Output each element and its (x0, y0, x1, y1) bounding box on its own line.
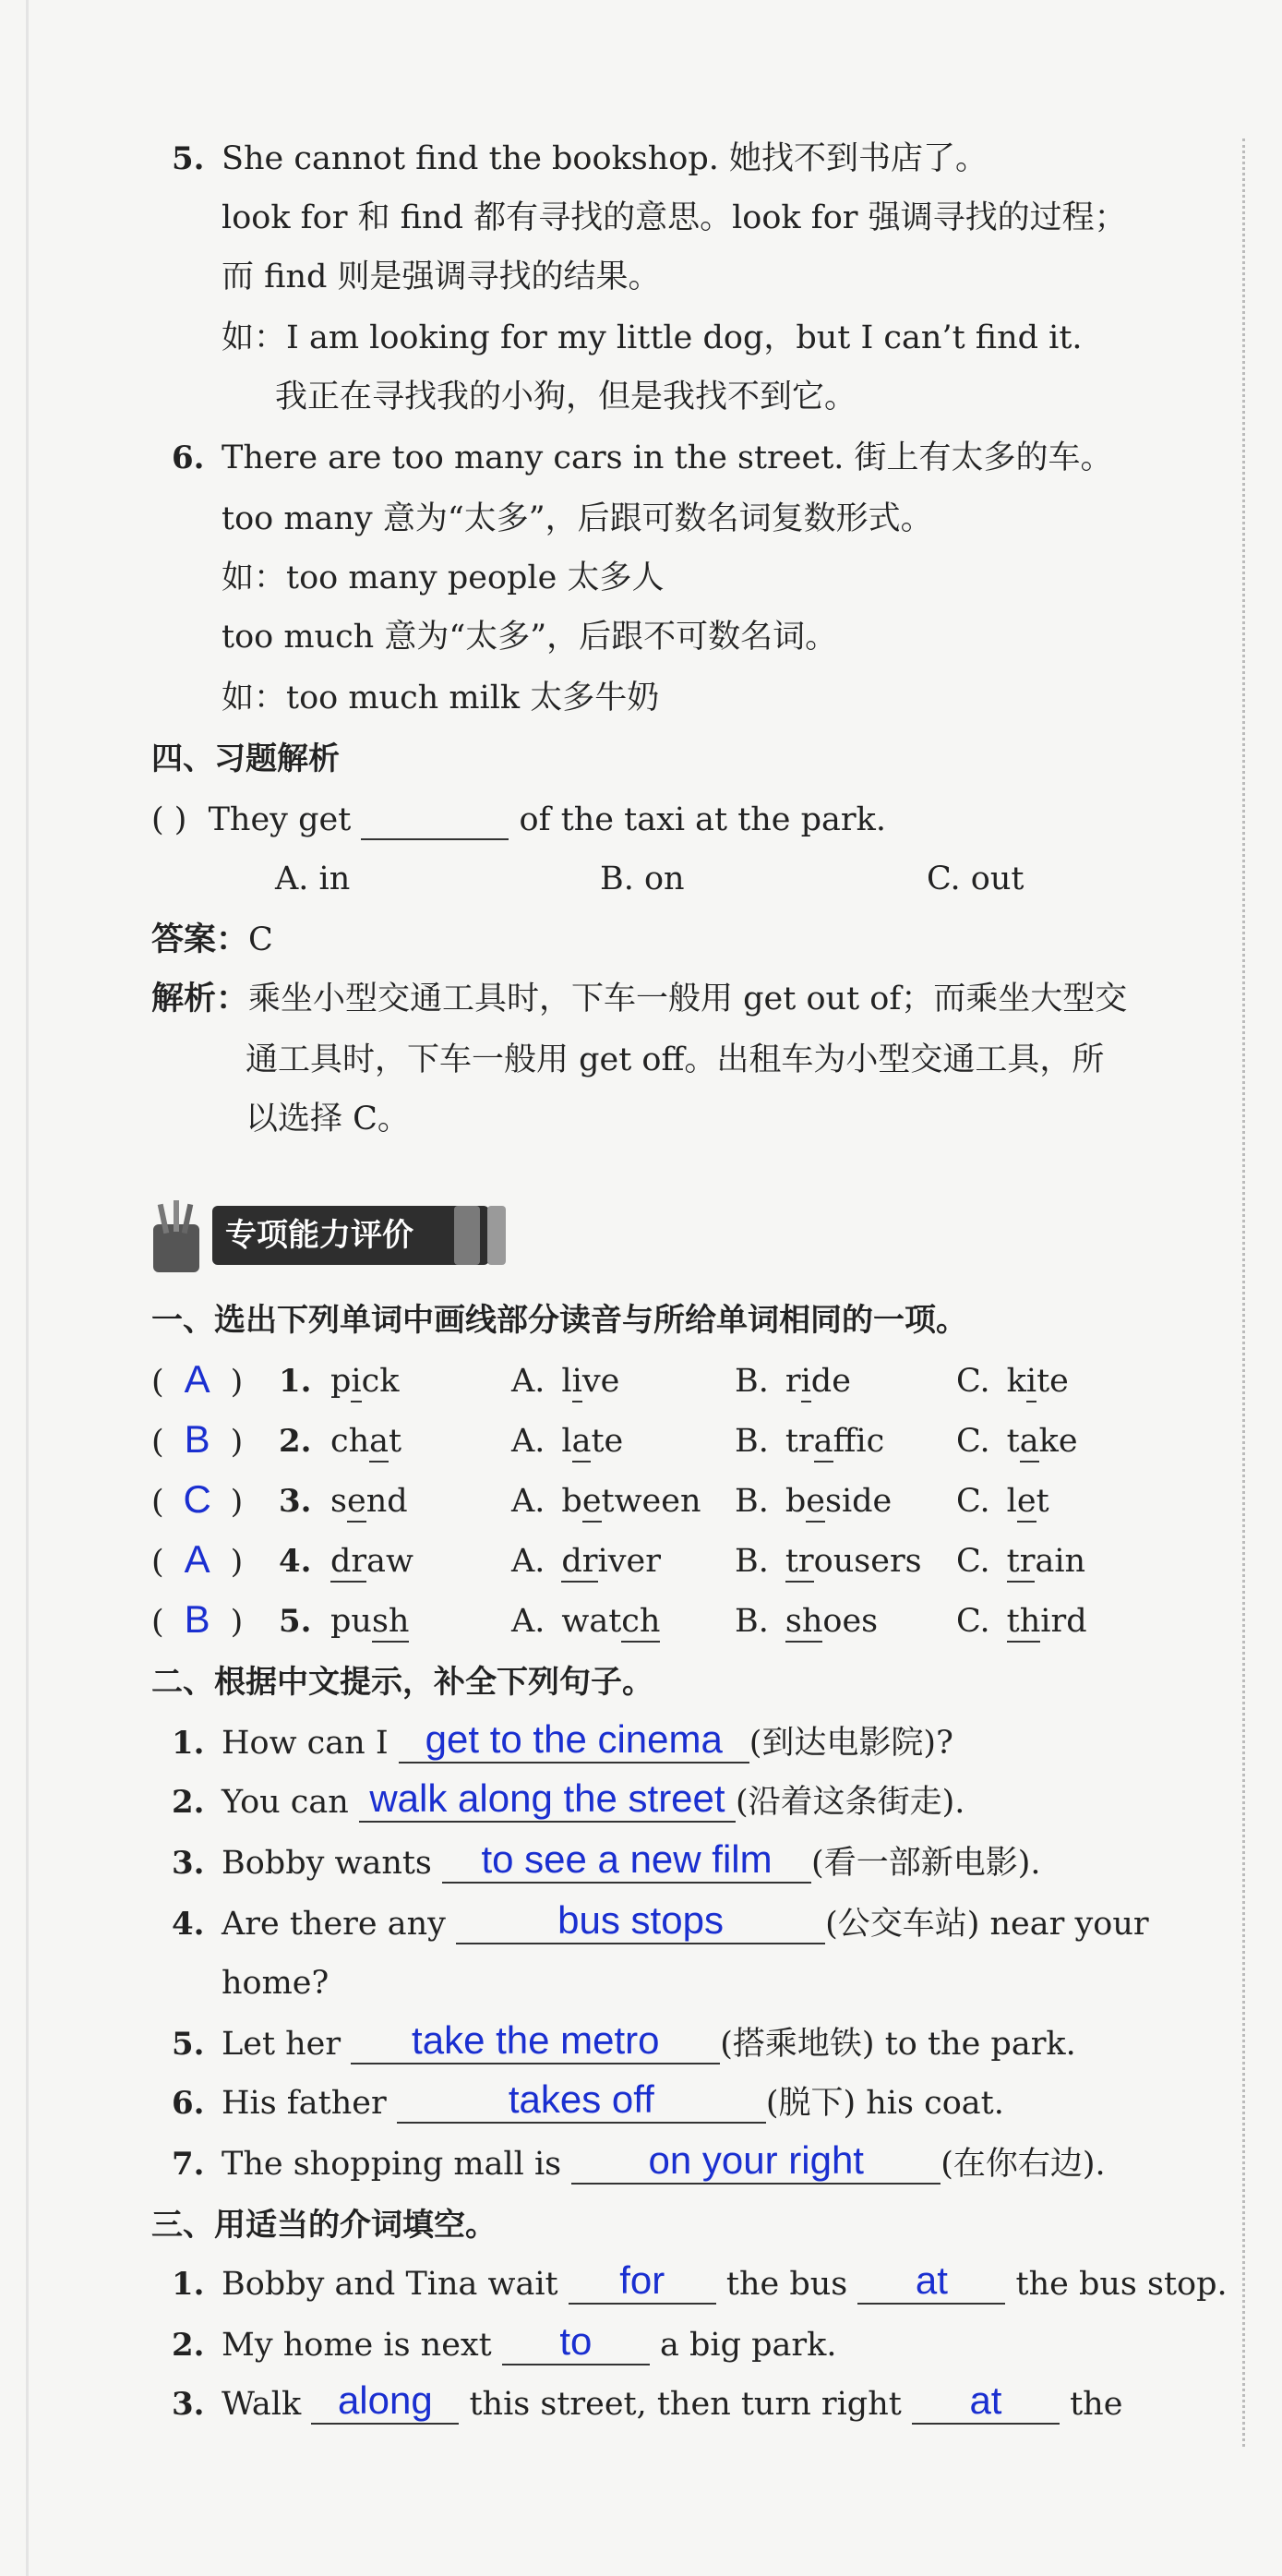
given-word (330, 1601, 409, 1642)
sentence-hint: (公交车站) near your (825, 1906, 1149, 1943)
item5-note-line2: 而 find 则是强调寻找的结果。 (222, 259, 661, 295)
prep-sentence-1 (222, 2258, 1228, 2305)
underlined-letters: a (369, 1423, 389, 1463)
given-word-text: push (330, 1603, 409, 1643)
fill-sentence-1 (222, 1717, 953, 1763)
item-number: 5. (172, 2026, 205, 2063)
page-edge (26, 0, 29, 2576)
filled-answer: take the metro (412, 2018, 660, 2062)
sentence-text: this street, then turn right (469, 2386, 902, 2423)
option-b (735, 1421, 884, 1462)
filled-answer: takes off (508, 2077, 654, 2121)
sentence-hint: (搭乘地铁) to the park. (720, 2026, 1076, 2063)
fill-blank[interactable] (571, 2138, 941, 2185)
sentence-text: Let her (222, 2026, 341, 2063)
sentence-text: Walk (222, 2386, 302, 2423)
item-number: 5. (172, 140, 205, 177)
option-letter: C. (956, 1603, 990, 1640)
section-badge (148, 1200, 517, 1274)
underlined-letters: i (1026, 1363, 1036, 1402)
fill-sentence-7 (222, 2138, 1106, 2185)
analysis-line2: 通工具时，下车一般用 get off。出租车为小型交通工具，所 (246, 1041, 1105, 1078)
fill-blank[interactable] (442, 1837, 811, 1884)
option-letter: B. (735, 1543, 769, 1580)
underlined-letters: dr (330, 1543, 366, 1583)
fill-blank[interactable] (912, 2378, 1060, 2425)
filled-answer: B (184, 1597, 210, 1641)
underlined-letters: sh (785, 1603, 823, 1643)
answer-paren[interactable]: ( B ) (151, 1417, 244, 1461)
item5-example-translation: 我正在寻找我的小狗，但是我找不到它。 (275, 379, 857, 415)
item-number: 7. (172, 2146, 205, 2183)
prep-sentence-2 (222, 2319, 837, 2365)
filled-answer: along (337, 2378, 433, 2422)
answer-paren[interactable]: ( B ) (151, 1597, 244, 1641)
given-word (330, 1541, 413, 1582)
sentence-hint: (脱下) his coat. (765, 2085, 1004, 2122)
answer-paren[interactable]: ( C ) (151, 1477, 244, 1521)
option-c (956, 1361, 1069, 1402)
underlined-letters: a (1020, 1423, 1039, 1463)
filled-answer: get to the cinema (425, 1717, 723, 1761)
sentence-text: Are there any (222, 1906, 446, 1943)
given-word-text: draw (330, 1543, 413, 1583)
item-number: 4. (279, 1543, 312, 1580)
sentence-text: a big park. (660, 2327, 837, 2364)
sentence-text: the (1070, 2386, 1123, 2423)
option-letter: A. (511, 1603, 545, 1640)
option-word: live (561, 1363, 619, 1402)
fill-blank[interactable] (857, 2258, 1005, 2305)
part2-title: 二、根据中文提示，补全下列句子。 (151, 1664, 653, 1701)
item-number: 1. (172, 1725, 205, 1762)
fill-sentence-5 (222, 2018, 1076, 2064)
option-word: driver (561, 1543, 661, 1583)
fill-sentence-3 (222, 1837, 1041, 1884)
underlined-letters: i (351, 1363, 361, 1402)
option-word: late (561, 1423, 623, 1463)
given-word-text: chat (330, 1423, 401, 1463)
sentence-text: the bus (725, 2266, 848, 2303)
underlined-letters: sh (372, 1603, 410, 1643)
dotted-margin-line (1242, 138, 1245, 2447)
given-word (330, 1481, 408, 1522)
item-number: 3. (172, 1845, 205, 1882)
option-b (735, 1541, 922, 1582)
option-word: kite (1007, 1363, 1069, 1402)
option-a (511, 1361, 619, 1402)
option-letter: C. (956, 1543, 990, 1580)
underlined-letters: e (1017, 1483, 1036, 1523)
pencil-cup-icon (148, 1200, 212, 1274)
underlined-letters: th (1007, 1603, 1041, 1643)
filled-answer: A (184, 1357, 210, 1401)
fill-blank[interactable] (569, 2258, 716, 2305)
underlined-letters: e (347, 1483, 366, 1523)
option-b (735, 1361, 851, 1402)
answer-paren: ( ) (151, 801, 187, 838)
option-word: beside (785, 1483, 892, 1523)
option-a (511, 1541, 661, 1582)
item-number: 2. (172, 1784, 205, 1821)
section-heading: 四、习题解析 (151, 740, 340, 777)
filled-answer: walk along the street (369, 1776, 725, 1820)
item-number: 2. (172, 2327, 205, 2364)
filled-answer: for (619, 2258, 665, 2302)
given-word (330, 1361, 399, 1402)
option-word: trousers (785, 1543, 922, 1583)
filled-answer: C (183, 1477, 211, 1521)
filled-answer: at (915, 2258, 948, 2302)
fill-blank[interactable] (359, 1776, 736, 1823)
option-letter: A. (511, 1543, 545, 1580)
item-number: 3. (279, 1483, 312, 1520)
sentence-text: Bobby wants (222, 1845, 432, 1882)
given-word-text: pick (330, 1363, 399, 1402)
option-c (956, 1601, 1087, 1642)
item5-sentence: She cannot find the bookshop. 她找不到书店了。 (222, 140, 988, 177)
option-letter: A. (511, 1483, 545, 1520)
option-c (956, 1421, 1078, 1462)
question-text-pre: They get (208, 801, 352, 838)
filled-answer: to (559, 2319, 593, 2363)
option-letter: C. (956, 1483, 990, 1520)
sentence-hint: (看一部新电影). (811, 1845, 1041, 1882)
fill-blank[interactable] (399, 1717, 749, 1763)
underlined-letters: ch (621, 1603, 660, 1643)
part1-title: 一、选出下列单词中画线部分读音与所给单词相同的一项。 (151, 1302, 967, 1339)
option-a (511, 1421, 623, 1462)
given-word-text: send (330, 1483, 408, 1523)
item6-note-line4: 如：too much milk 太多牛奶 (222, 680, 660, 716)
underlined-letters: i (801, 1363, 811, 1402)
fill-sentence-4-cont: home? (222, 1965, 329, 2002)
option-c: C. out (927, 861, 1024, 897)
item6-note-line1: too many 意为“太多”，后跟可数名词复数形式。 (222, 500, 933, 537)
option-a (511, 1601, 660, 1642)
analysis-line3: 以选择 C。 (246, 1101, 410, 1138)
option-word: train (1007, 1543, 1085, 1583)
sentence-text: My home is next (222, 2327, 492, 2364)
option-word: shoes (785, 1603, 878, 1643)
fill-blank[interactable] (311, 2378, 459, 2425)
filled-answer: to see a new film (481, 1837, 773, 1881)
underlined-letters: dr (561, 1543, 597, 1583)
underlined-letters: a (814, 1423, 833, 1463)
option-letter: A. (511, 1363, 545, 1400)
item-number: 1. (279, 1363, 312, 1400)
option-word: ride (785, 1363, 851, 1402)
filled-answer: bus stops (557, 1898, 724, 1942)
item6-sentence: There are too many cars in the street. 街上有太多的车。 (222, 439, 1113, 476)
option-word: between (561, 1483, 701, 1523)
answer-paren[interactable]: ( A ) (151, 1357, 244, 1401)
sentence-text: How can I (222, 1725, 389, 1762)
option-letter: B. (735, 1483, 769, 1520)
filled-answer: at (969, 2378, 1002, 2422)
option-word: watch (561, 1603, 660, 1643)
given-word (330, 1421, 401, 1462)
sentence-hint: (到达电影院)? (749, 1725, 953, 1762)
fill-sentence-4 (222, 1898, 1149, 1944)
filled-answer: A (184, 1537, 210, 1581)
item6-note-line2: 如：too many people 太多人 (222, 560, 665, 596)
option-word: let (1007, 1483, 1049, 1523)
option-b (735, 1481, 892, 1522)
answer-paren[interactable]: ( A ) (151, 1537, 244, 1581)
prep-sentence-3 (222, 2378, 1123, 2425)
sentence-text: the bus stop. (1015, 2266, 1228, 2303)
underlined-letters: tr (1007, 1543, 1036, 1583)
option-letter: B. (735, 1423, 769, 1460)
sentence-text: His father (222, 2085, 387, 2122)
option-letter: B. (735, 1363, 769, 1400)
question-blank (361, 801, 509, 840)
underlined-letters: tr (785, 1543, 814, 1583)
sentence-hint: (在你右边). (941, 2146, 1106, 2183)
question-text-post: of the taxi at the park. (519, 801, 886, 838)
answer-line (151, 920, 273, 960)
option-letter: B. (735, 1603, 769, 1640)
underlined-letters: i (572, 1363, 582, 1402)
sentence-text: You can (222, 1784, 349, 1821)
question-line (151, 800, 886, 840)
underlined-letters: a (572, 1423, 592, 1463)
item-number: 5. (279, 1603, 312, 1640)
answer-value: C (248, 921, 273, 958)
analysis-text-1: 乘坐小型交通工具时，下车一般用 get out of；而乘坐大型交 (248, 981, 1128, 1017)
underlined-letters: e (582, 1483, 602, 1523)
item-number: 4. (172, 1906, 205, 1943)
item-number: 6. (172, 439, 205, 476)
option-letter: C. (956, 1363, 990, 1400)
underlined-letters: e (806, 1483, 825, 1523)
option-b (735, 1601, 878, 1642)
analysis-line1 (151, 979, 1127, 1019)
option-letter: C. (956, 1423, 990, 1460)
fill-blank[interactable] (351, 2018, 720, 2064)
option-b: B. on (600, 861, 685, 897)
sentence-hint: (沿着这条街走). (735, 1784, 965, 1821)
option-word: take (1007, 1423, 1078, 1463)
answer-label: 答案： (151, 921, 249, 958)
item5-example: 如：I am looking for my little dog，but I can’t find it. (222, 319, 1083, 356)
option-a (511, 1481, 701, 1522)
option-letter: A. (511, 1423, 545, 1460)
badge-label: 专项能力评价 (225, 1217, 413, 1254)
filled-answer: on your right (648, 2138, 864, 2182)
analysis-label: 解析： (151, 981, 249, 1017)
option-c (956, 1541, 1085, 1582)
option-word: third (1007, 1603, 1087, 1643)
item-number: 3. (172, 2386, 205, 2423)
option-word: traffic (785, 1423, 884, 1463)
item-number: 1. (172, 2266, 205, 2303)
fill-sentence-2 (222, 1776, 965, 1823)
part3-title: 三、用适当的介词填空。 (151, 2207, 497, 2244)
option-a: A. in (275, 861, 351, 897)
item5-note-line1: look for 和 find 都有寻找的意思。look for 强调寻找的过程； (222, 199, 1127, 236)
item-number: 6. (172, 2085, 205, 2122)
item-number: 2. (279, 1423, 312, 1460)
option-c (956, 1481, 1049, 1522)
item6-note-line3: too much 意为“太多”，后跟不可数名词。 (222, 619, 838, 656)
badge-stripe (487, 1206, 506, 1265)
fill-blank[interactable] (456, 1898, 825, 1944)
fill-sentence-6 (222, 2077, 1004, 2124)
badge-stripe (454, 1206, 480, 1265)
fill-blank[interactable] (502, 2319, 650, 2365)
sentence-text: The shopping mall is (222, 2146, 562, 2183)
fill-blank[interactable] (397, 2077, 766, 2124)
sentence-text: Bobby and Tina wait (222, 2266, 558, 2303)
filled-answer: B (184, 1417, 210, 1461)
